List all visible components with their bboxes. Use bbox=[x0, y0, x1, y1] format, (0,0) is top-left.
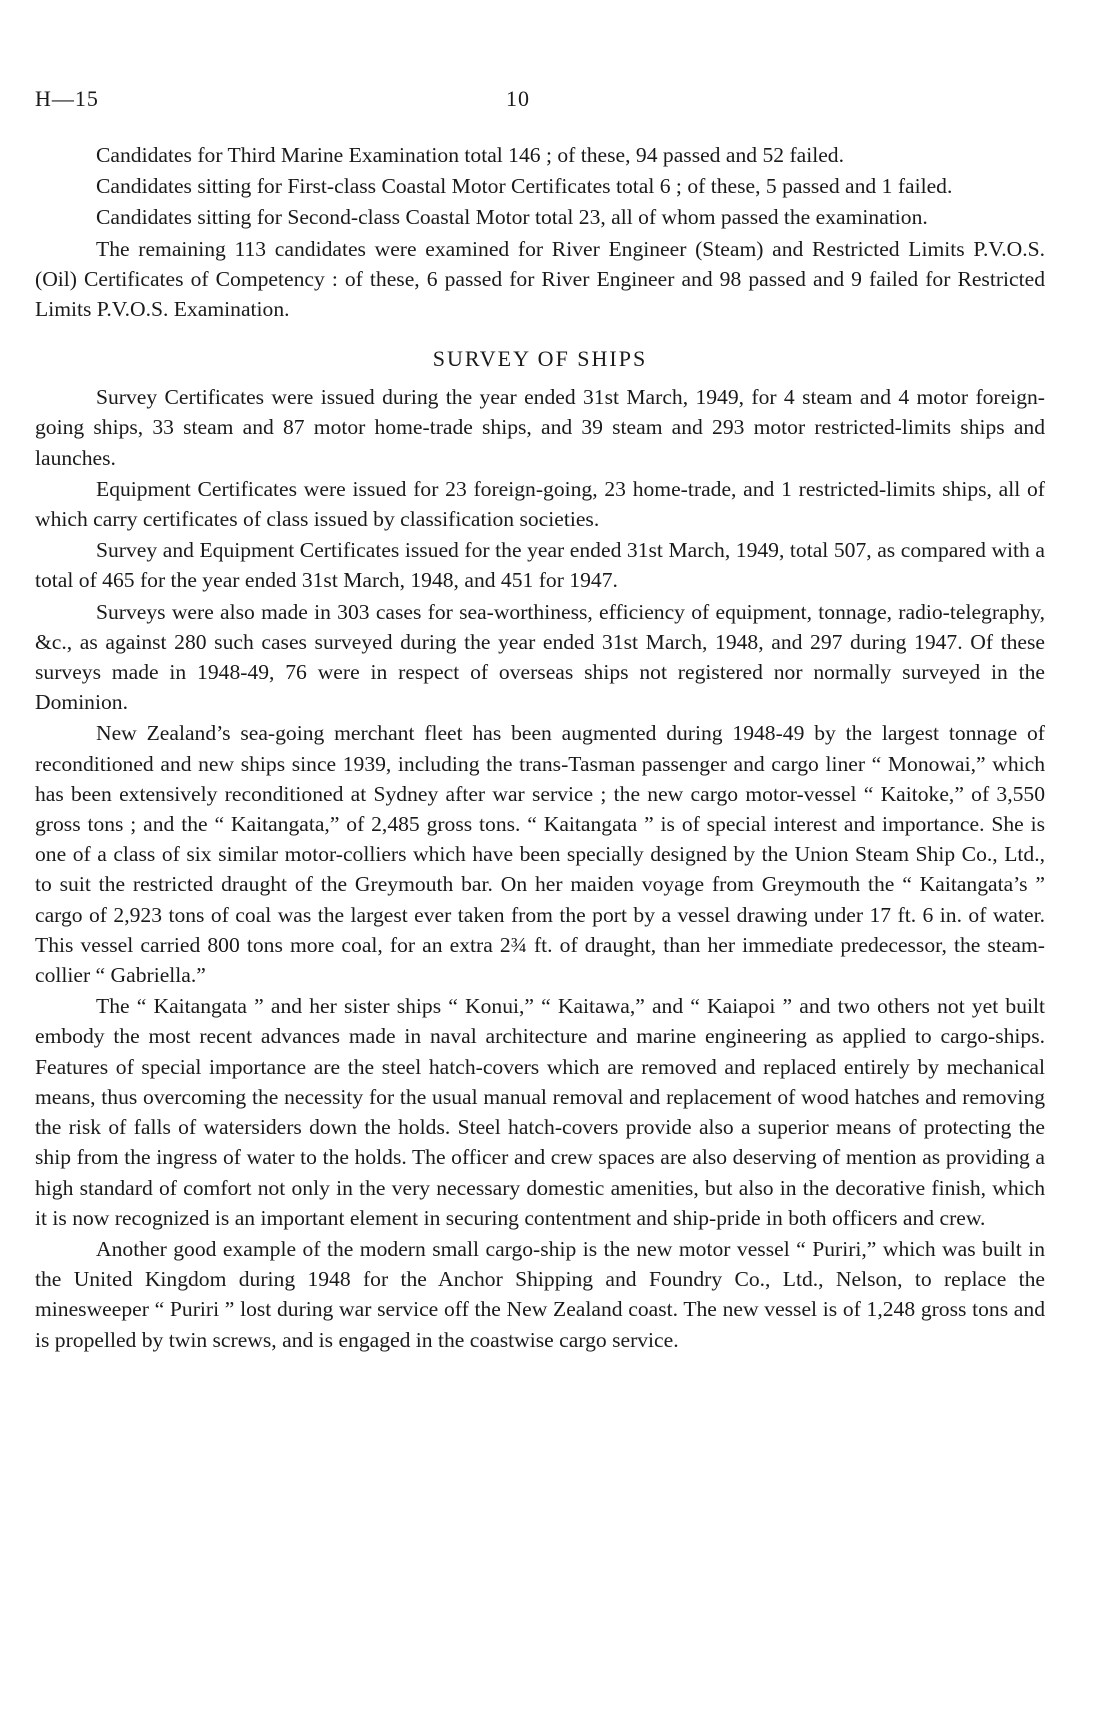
paragraph: The remaining 113 candidates were examined for River Engineer (Steam) and Restricted Limits P.V.O.S. (Oil) Certificates of Competency : of these, 6 passed for River Engineer and 98 passed and 9 failed for Restricted Limits P.V.O.S. Examination. bbox=[35, 236, 1045, 322]
paragraph: Survey Certificates were issued during the year ended 31st March, 1949, for 4 steam and 4 motor foreign-going ships, 33 steam and 87 motor home-trade ships, and 39 steam and 293 motor restricted-limits ships and launches. bbox=[35, 385, 1045, 470]
document-reference: H—15 bbox=[35, 86, 99, 111]
paragraph: Equipment Certificates were issued for 23 foreign-going, 23 home-trade, and 1 restricted-limits ships, all of which carry certificates of class issued by classification societies. bbox=[35, 476, 1045, 532]
page-header bbox=[35, 86, 1045, 116]
paragraph: Another good example of the modern small cargo-ship is the new motor vessel “ Puriri,” which was built in the United Kingdom during 1948 for the Anchor Shipping and Foundry Co., Ltd., Nelson, to replace the minesweeper “ Puriri ” lost during war service off the New Zealand coast. The new vessel is of 1,248 gross tons and is propelled by twin screws, and is engaged in the coastwise cargo service. bbox=[35, 1236, 1045, 1352]
paragraph: Candidates sitting for Second-class Coastal Motor total 23, all of whom passed the examination. bbox=[96, 205, 928, 230]
paragraph: New Zealand’s sea-going merchant fleet has been augmented during 1948-49 by the largest tonnage of reconditioned and new ships since 1939, including the trans-Tasman passenger and cargo liner “ Monowai,” which has been extensively reconditioned at Sydney after war service ; the new cargo motor-vessel “ Kaitoke,” of 3,550 gross tons ; and the “ Kaitangata,” of 2,485 gross tons. “ Kaitangata ” is of special interest and importance. She is one of a class of six similar motor-colliers which have been specially designed by the Union Steam Ship Co., Ltd., to suit the restricted draught of the Greymouth bar. On her maiden voyage from Greymouth the “ Kaitangata’s ” cargo of 2,923 tons of coal was the largest ever taken from the port by a vessel drawing under 17 ft. 6 in. of water. This vessel carried 800 tons more coal, for an extra 2¾ ft. of draught, than her immediate predecessor, the steam-collier “ Gabriella.” bbox=[35, 721, 1045, 988]
document-body bbox=[35, 140, 1045, 1355]
paragraph: Surveys were also made in 303 cases for sea-worthiness, efficiency of equipment, tonnage, radio-telegraphy, &c., as against 280 such cases surveyed during the year ended 31st March, 1948, and 297 during 1947. Of these surveys made in 1948-49, 76 were in respect of overseas ships not registered nor normally surveyed in the Dominion. bbox=[35, 599, 1045, 715]
paragraph: Candidates sitting for First-class Coastal Motor Certificates total 6 ; of these, 5 passed and 1 failed. bbox=[96, 174, 953, 199]
paragraph: Candidates for Third Marine Examination total 146 ; of these, 94 passed and 52 failed. bbox=[96, 143, 844, 167]
paragraph: Survey and Equipment Certificates issued for the year ended 31st March, 1949, total 507, as compared with a total of 465 for the year ended 31st March, 1948, and 451 for 1947. bbox=[35, 538, 1045, 593]
section-heading: SURVEY OF SHIPS bbox=[432, 346, 648, 372]
page-number: 10 bbox=[506, 86, 530, 111]
paragraph: The “ Kaitangata ” and her sister ships “ Konui,” “ Kaitawa,” and “ Kaiapoi ” and two others not yet built embody the most recent advances made in naval architecture and marine engineering as applied to cargo-ships. Features of special importance are the steel hatch-covers which are removed and replaced entirely by mechanical means, thus overcoming the necessity for the usual manual removal and replacement of wood hatches and removing the risk of falls of watersiders down the holds. Steel hatch-covers provide also a superior means of protecting the ship from the ingress of water to the holds. The officer and crew spaces are also deserving of mention as providing a high standard of comfort not only in the very necessary domestic amenities, but also in the decorative finish, which it is now recognized is an important element in securing contentment and ship-pride in both officers and crew. bbox=[35, 994, 1045, 1230]
